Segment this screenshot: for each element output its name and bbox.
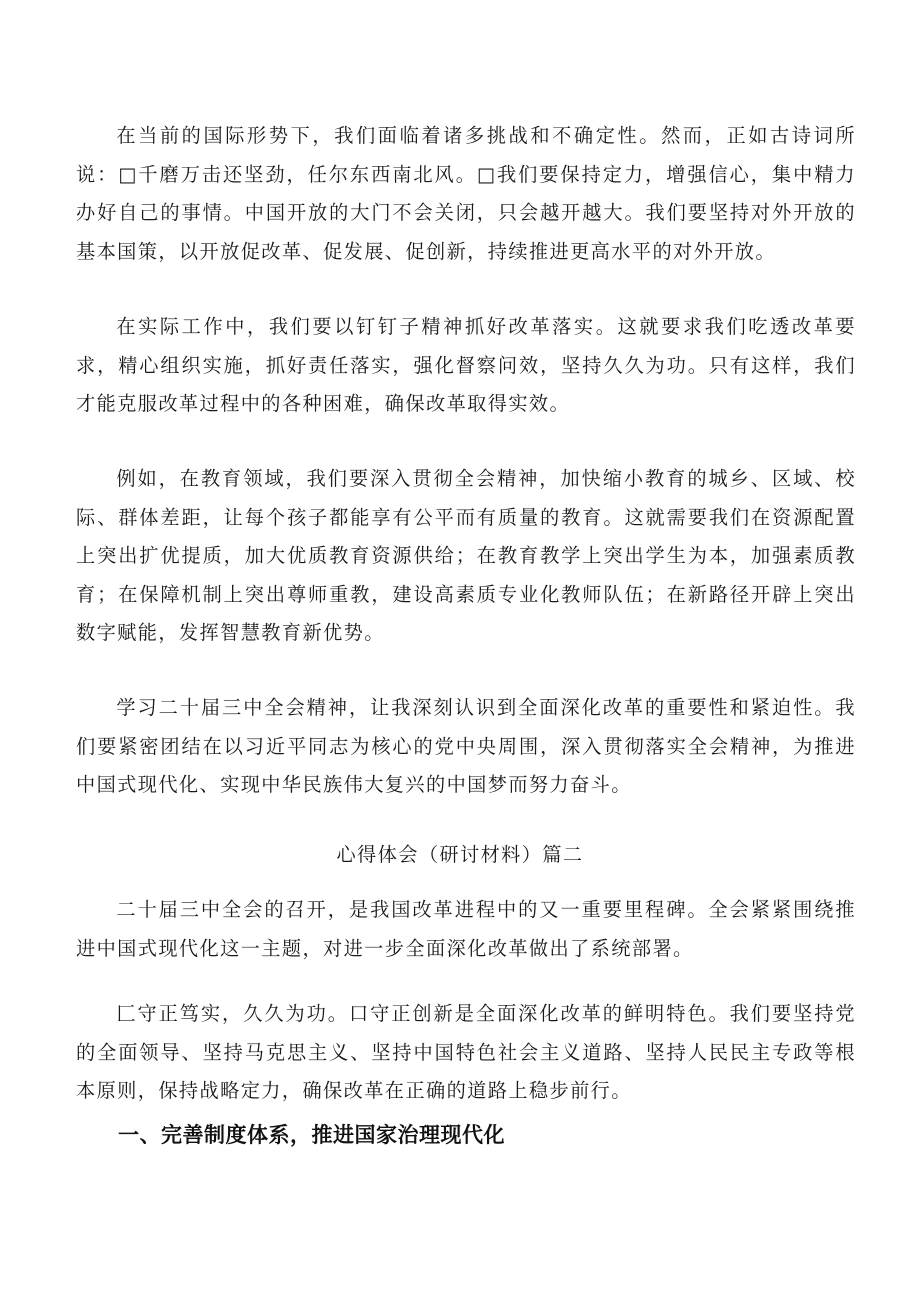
paragraph-reform-implementation: 在实际工作中，我们要以钉钉子精神抓好改革落实。这就要求我们吃透改革要求，精心组织实施，抓好责任落实，强化督察问效，坚持久久为功。只有这样，我们才能克服改革过程中的各种困难，确保改革取得实效。 — [76, 315, 856, 415]
paragraph-international-situation: 在当前的国际形势下，我们面临着诸多挑战和不确定性。然而，正如古诗词所说：□千磨万击还坚劲，任尔东西南北风。□我们要保持定力，增强信心，集中精力办好自己的事情。中国开放的大门不会关闭，只会越开越大。我们要坚持对外开放的基本国策，以开放促改革、促发展、促创新，持续推进更高水平的对外开放。 — [76, 124, 856, 263]
paragraph-study-conclusion: 学习二十届三中全会精神，让我深刻认识到全面深化改革的重要性和紧迫性。我们要紧密团结在以习近平同志为核心的党中央周围，深入贯彻落实全会精神，为推进中国式现代化、实现中华民族伟大复兴的中国梦而努力奋斗。 — [76, 696, 856, 796]
section-subtitle: 心得体会（研讨材料）篇二 — [336, 843, 584, 866]
paragraph-plenum-milestone: 二十届三中全会的召开，是我国改革进程中的又一重要里程碑。全会紧紧围绕推进中国式现代化这一主题，对进一步全面深化改革做出了系统部署。 — [76, 898, 856, 960]
paragraph-integrity-innovation: 匚守正笃实，久久为功。口守正创新是全面深化改革的鲜明特色。我们要坚持党的全面领导、坚持马克思主义、坚持中国特色社会主义道路、坚持人民民主专政等根本原则，保持战略定力，确保改革在正确的道路上稳步前行。 — [76, 1002, 856, 1102]
section-heading: 一、完善制度体系，推进国家治理现代化 — [118, 1123, 505, 1147]
paragraph-education-example: 例如，在教育领域，我们要深入贯彻全会精神，加快缩小教育的城乡、区域、校际、群体差距，让每个孩子都能享有公平而有质量的教育。这就需要我们在资源配置上突出扩优提质，加大优质教育资源供给；在教育教学上突出学生为本，加强素质教育；在保障机制上突出尊师重教，建设高素质专业化教师队伍；在新路径开辟上突出数字赋能，发挥智慧教育新优势。 — [76, 467, 856, 644]
